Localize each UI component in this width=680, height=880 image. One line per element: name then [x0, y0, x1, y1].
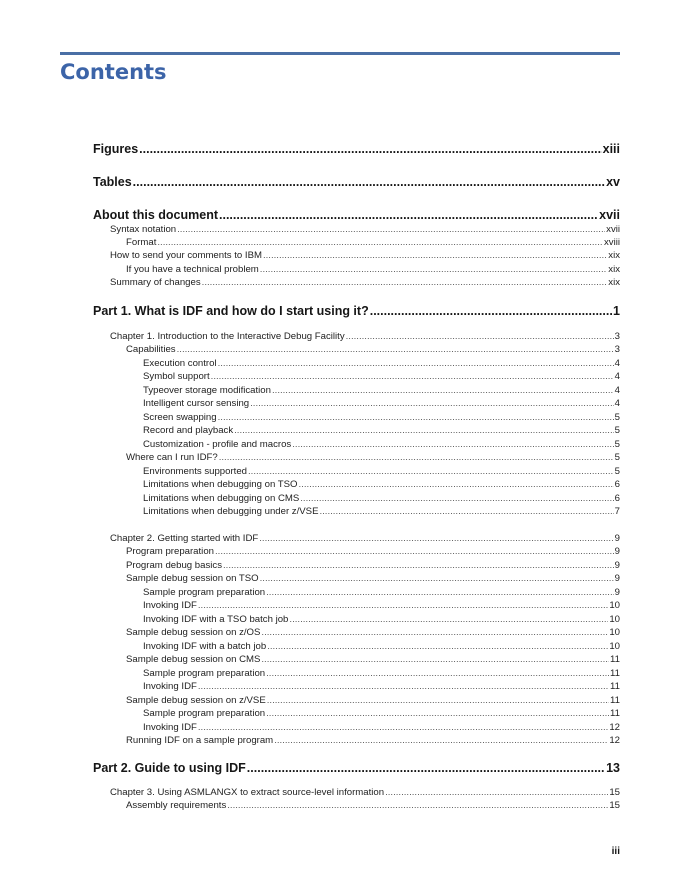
- toc-dot-leader: [198, 681, 609, 692]
- top-rule: [60, 52, 620, 55]
- toc-entry-page: 4: [614, 398, 620, 409]
- toc-entry-page: 9: [614, 587, 620, 598]
- toc-entry[interactable]: [126, 735, 620, 746]
- toc-dot-leader: [139, 142, 601, 156]
- toc-entry-title: Chapter 2. Getting started with IDF: [110, 533, 259, 544]
- toc-entry-title: Sample debug session on TSO: [126, 573, 259, 584]
- toc-entry-title: Program preparation: [126, 546, 214, 557]
- page-number: iii: [611, 846, 620, 857]
- toc-entry-title: Sample program preparation: [143, 708, 266, 719]
- toc-entry-title: How to send your comments to IBM: [110, 250, 262, 261]
- toc-dot-leader: [223, 560, 614, 571]
- toc-dot-leader: [272, 385, 614, 396]
- toc-dot-leader: [177, 344, 614, 355]
- toc-entry-page: xix: [608, 250, 620, 261]
- toc-entry-title: Sample program preparation: [143, 668, 266, 679]
- toc-entry-title: Sample debug session on z/OS: [126, 627, 261, 638]
- toc-entry-page: 13: [606, 761, 620, 775]
- toc-entry-page: 5: [614, 466, 620, 477]
- toc-entry[interactable]: [143, 358, 620, 369]
- toc-dot-leader: [385, 787, 608, 798]
- toc-entry-title: Assembly requirements: [126, 800, 227, 811]
- toc-entry-page: 11: [610, 654, 620, 665]
- toc-entry-page: 12: [609, 735, 620, 746]
- toc-entry-title: Record and playback: [143, 425, 234, 436]
- toc-dot-leader: [319, 506, 613, 517]
- toc-dot-leader: [289, 614, 608, 625]
- toc-entry[interactable]: [126, 560, 620, 571]
- toc-entry-title: Invoking IDF: [143, 681, 197, 692]
- toc-dot-leader: [198, 600, 608, 611]
- toc-entry-page: 10: [609, 600, 620, 611]
- toc-dot-leader: [234, 425, 614, 436]
- toc-entry-page: 4: [614, 371, 620, 382]
- toc-entry-title: Running IDF on a sample program: [126, 735, 274, 746]
- toc-dot-leader: [266, 708, 609, 719]
- toc-dot-leader: [266, 587, 614, 598]
- toc-dot-leader: [267, 641, 608, 652]
- toc-entry[interactable]: [143, 668, 620, 679]
- toc-entry-title: Limitations when debugging on TSO: [143, 479, 298, 490]
- toc-entry[interactable]: [126, 237, 620, 248]
- toc-entry-title: Limitations when debugging on CMS: [143, 493, 300, 504]
- toc-entry[interactable]: [126, 344, 620, 355]
- toc-entry-page: 1: [613, 304, 620, 318]
- toc-entry-title: Chapter 1. Introduction to the Interactive Debug Facility: [110, 331, 345, 342]
- toc-entry[interactable]: [143, 722, 620, 733]
- toc-entry-title: Format: [126, 237, 157, 248]
- toc-entry-title: Summary of changes: [110, 277, 201, 288]
- toc-dot-leader: [263, 250, 607, 261]
- toc-entry-title: Intelligent cursor sensing: [143, 398, 250, 409]
- toc-entry[interactable]: [143, 614, 620, 625]
- toc-dot-leader: [219, 208, 598, 222]
- toc-dot-leader: [274, 735, 608, 746]
- toc-entry-page: 5: [614, 452, 620, 463]
- toc-entry-page: 15: [609, 800, 620, 811]
- toc-entry-title: Part 1. What is IDF and how do I start using it?: [93, 304, 369, 318]
- toc-entry-title: Capabilities: [126, 344, 176, 355]
- toc-dot-leader: [177, 224, 605, 235]
- toc-entry-page: 10: [609, 641, 620, 652]
- toc-heading[interactable]: [93, 304, 620, 318]
- toc-entry-page: 15: [609, 787, 620, 798]
- toc-dot-leader: [215, 546, 614, 557]
- toc-entry-title: Execution control: [143, 358, 217, 369]
- toc-dot-leader: [219, 452, 614, 463]
- toc-entry-title: Where can I run IDF?: [126, 452, 218, 463]
- toc-dot-leader: [133, 175, 605, 189]
- toc-entry-page: 6: [614, 493, 620, 504]
- toc-dot-leader: [370, 304, 612, 318]
- toc-dot-leader: [346, 331, 614, 342]
- toc-dot-leader: [300, 493, 613, 504]
- toc-entry-title: Sample debug session on CMS: [126, 654, 261, 665]
- toc-dot-leader: [267, 695, 609, 706]
- toc-entry-page: 7: [614, 506, 620, 517]
- toc-entry-title: Figures: [93, 142, 139, 156]
- toc-entry-page: 11: [610, 695, 620, 706]
- toc-entry-title: Limitations when debugging under z/VSE: [143, 506, 319, 517]
- toc-dot-leader: [157, 237, 603, 248]
- toc-entry[interactable]: [143, 493, 620, 504]
- toc-entry[interactable]: [143, 371, 620, 382]
- toc-entry-page: 9: [614, 533, 620, 544]
- toc-dot-leader: [248, 466, 614, 477]
- toc-entry[interactable]: [110, 250, 620, 261]
- toc-entry-title: About this document: [93, 208, 218, 222]
- toc-heading[interactable]: [93, 142, 620, 156]
- toc-entry-page: xix: [608, 264, 620, 275]
- toc-dot-leader: [260, 573, 614, 584]
- toc-heading[interactable]: [93, 175, 620, 189]
- page-title: Contents: [60, 60, 167, 84]
- toc-entry-title: Typeover storage modification: [143, 385, 271, 396]
- toc-entry-page: 4: [614, 358, 620, 369]
- toc-entry[interactable]: [143, 708, 620, 719]
- toc-entry-page: 10: [609, 627, 620, 638]
- toc-entry-title: Syntax notation: [110, 224, 177, 235]
- toc-dot-leader: [250, 398, 614, 409]
- toc-dot-leader: [218, 358, 614, 369]
- toc-entry[interactable]: [143, 439, 620, 450]
- toc-entry[interactable]: [110, 331, 620, 342]
- toc-entry-page: 11: [610, 681, 620, 692]
- toc-entry-title: Sample program preparation: [143, 587, 266, 598]
- toc-entry[interactable]: [143, 506, 620, 517]
- toc-dot-leader: [299, 479, 614, 490]
- toc-entry-page: xix: [608, 277, 620, 288]
- toc-entry-page: 3: [614, 331, 620, 342]
- toc-entry-page: 3: [614, 344, 620, 355]
- toc-dot-leader: [198, 722, 608, 733]
- toc-entry-title: Invoking IDF with a TSO batch job: [143, 614, 289, 625]
- toc-dot-leader: [292, 439, 613, 450]
- toc-entry-page: 11: [610, 668, 620, 679]
- toc-entry[interactable]: [110, 224, 620, 235]
- toc-entry-title: Invoking IDF: [143, 722, 197, 733]
- toc-entry-page: 5: [614, 425, 620, 436]
- toc-dot-leader: [247, 761, 605, 775]
- toc-entry[interactable]: [143, 425, 620, 436]
- toc-entry[interactable]: [143, 398, 620, 409]
- toc-dot-leader: [218, 412, 614, 423]
- toc-entry-title: Customization - profile and macros: [143, 439, 292, 450]
- toc-entry[interactable]: [143, 600, 620, 611]
- toc-entry[interactable]: [126, 627, 620, 638]
- toc-dot-leader: [211, 371, 614, 382]
- toc-entry[interactable]: [143, 681, 620, 692]
- toc-entry[interactable]: [143, 412, 620, 423]
- toc-entry-title: Environments supported: [143, 466, 247, 477]
- toc-entry-page: 9: [614, 573, 620, 584]
- toc-entry-title: Chapter 3. Using ASMLANGX to extract source-level information: [110, 787, 385, 798]
- toc-entry-page: 9: [614, 546, 620, 557]
- toc-entry-page: 11: [610, 708, 620, 719]
- toc-entry-page: xvii: [606, 224, 620, 235]
- toc-heading[interactable]: [93, 208, 620, 222]
- toc-dot-leader: [261, 654, 609, 665]
- toc-entry-page: 10: [609, 614, 620, 625]
- toc-dot-leader: [227, 800, 608, 811]
- toc-entry[interactable]: [110, 787, 620, 798]
- toc-entry-title: Invoking IDF: [143, 600, 197, 611]
- toc-entry[interactable]: [126, 546, 620, 557]
- toc-entry-page: 4: [614, 385, 620, 396]
- toc-entry[interactable]: [126, 695, 620, 706]
- toc-entry-page: 5: [614, 412, 620, 423]
- toc-entry-page: 9: [614, 560, 620, 571]
- toc-entry-title: Screen swapping: [143, 412, 217, 423]
- toc-entry[interactable]: [110, 533, 620, 544]
- toc-entry-page: 12: [609, 722, 620, 733]
- toc-entry[interactable]: [143, 466, 620, 477]
- toc-entry-page: xvii: [599, 208, 620, 222]
- toc-entry-page: xv: [606, 175, 620, 189]
- toc-entry[interactable]: [143, 587, 620, 598]
- toc-entry[interactable]: [126, 800, 620, 811]
- toc-dot-leader: [266, 668, 609, 679]
- toc-entry[interactable]: [126, 654, 620, 665]
- toc-dot-leader: [261, 627, 608, 638]
- toc-entry-title: Tables: [93, 175, 132, 189]
- toc-dot-leader: [259, 533, 613, 544]
- toc-entry[interactable]: [143, 479, 620, 490]
- toc-entry-title: If you have a technical problem: [126, 264, 259, 275]
- toc-entry-page: 5: [614, 439, 620, 450]
- toc-entry-title: Program debug basics: [126, 560, 222, 571]
- toc-entry-title: Part 2. Guide to using IDF: [93, 761, 246, 775]
- toc-entry-title: Symbol support: [143, 371, 210, 382]
- toc-entry[interactable]: [126, 264, 620, 275]
- toc-entry[interactable]: [143, 641, 620, 652]
- toc-entry-page: xiii: [602, 142, 620, 156]
- toc-entry[interactable]: [126, 573, 620, 584]
- toc-entry-title: Invoking IDF with a batch job: [143, 641, 267, 652]
- toc-entry-title: Sample debug session on z/VSE: [126, 695, 266, 706]
- toc-entry-page: 6: [614, 479, 620, 490]
- toc-entry[interactable]: [110, 277, 620, 288]
- toc-heading[interactable]: [93, 761, 620, 775]
- toc-entry-page: xviii: [604, 237, 620, 248]
- toc-dot-leader: [260, 264, 607, 275]
- toc-entry[interactable]: [126, 452, 620, 463]
- toc-dot-leader: [202, 277, 608, 288]
- toc-entry[interactable]: [143, 385, 620, 396]
